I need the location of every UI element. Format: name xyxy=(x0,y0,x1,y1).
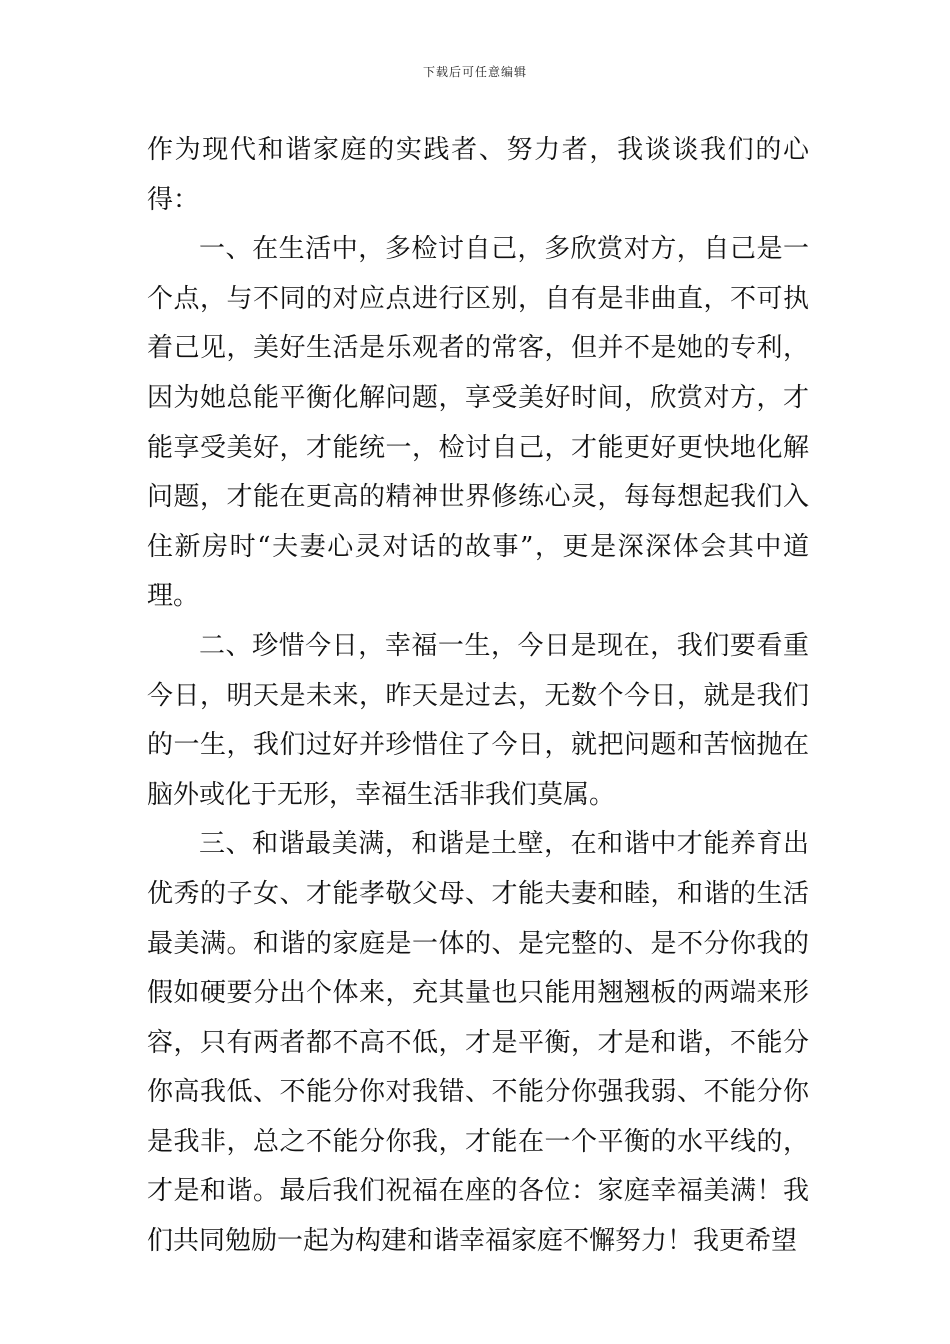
paragraph-point-one: 一、在生活中，多检讨自己，多欣赏对方，自己是一个点，与不同的对应点进行区别，自有是非曲直，不可执着己见，美好生活是乐观者的常客，但并不是她的专利，因为她总能平衡化解问题，享受美好时间，欣赏对方，才能享受美好，才能统一，检讨自己，才能更好更快地化解问题，才能在更高的精神世界修练心灵，每每想起我们入住新房时“夫妻心灵对话的故事”，更是深深体会其中道理。 xyxy=(147,234,809,612)
document-body xyxy=(147,126,809,1267)
page-header-note: 下载后可任意编辑 xyxy=(422,65,527,79)
paragraph-point-three: 三、和谐最美满，和谐是土壁，在和谐中才能养育出优秀的子女、才能孝敬父母、才能夫妻和睦，和谐的生活最美满。和谐的家庭是一体的、是完整的、是不分你我的假如硬要分出个体来，充其量也只能用翘翘板的两端来形容，只有两者都不高不低，才是平衡，才是和谐，不能分你高我低、不能分你对我错、不能分你强我弱、不能分你是我非，总之不能分你我，才能在一个平衡的水平线的，才是和谐。最后我们祝福在座的各位：家庭幸福美满！我们共同勉励一起为构建和谐幸福家庭不懈努力！我更希望 xyxy=(147,829,809,1257)
paragraph-intro: 作为现代和谐家庭的实践者、努力者，我谈谈我们的心得： xyxy=(147,135,809,215)
paragraph-point-two: 二、珍惜今日，幸福一生，今日是现在，我们要看重今日，明天是未来，昨天是过去，无数个今日，就是我们的一生，我们过好并珍惜住了今日，就把问题和苦恼抛在脑外或化于无形，幸福生活非我们莫属。 xyxy=(147,630,809,810)
